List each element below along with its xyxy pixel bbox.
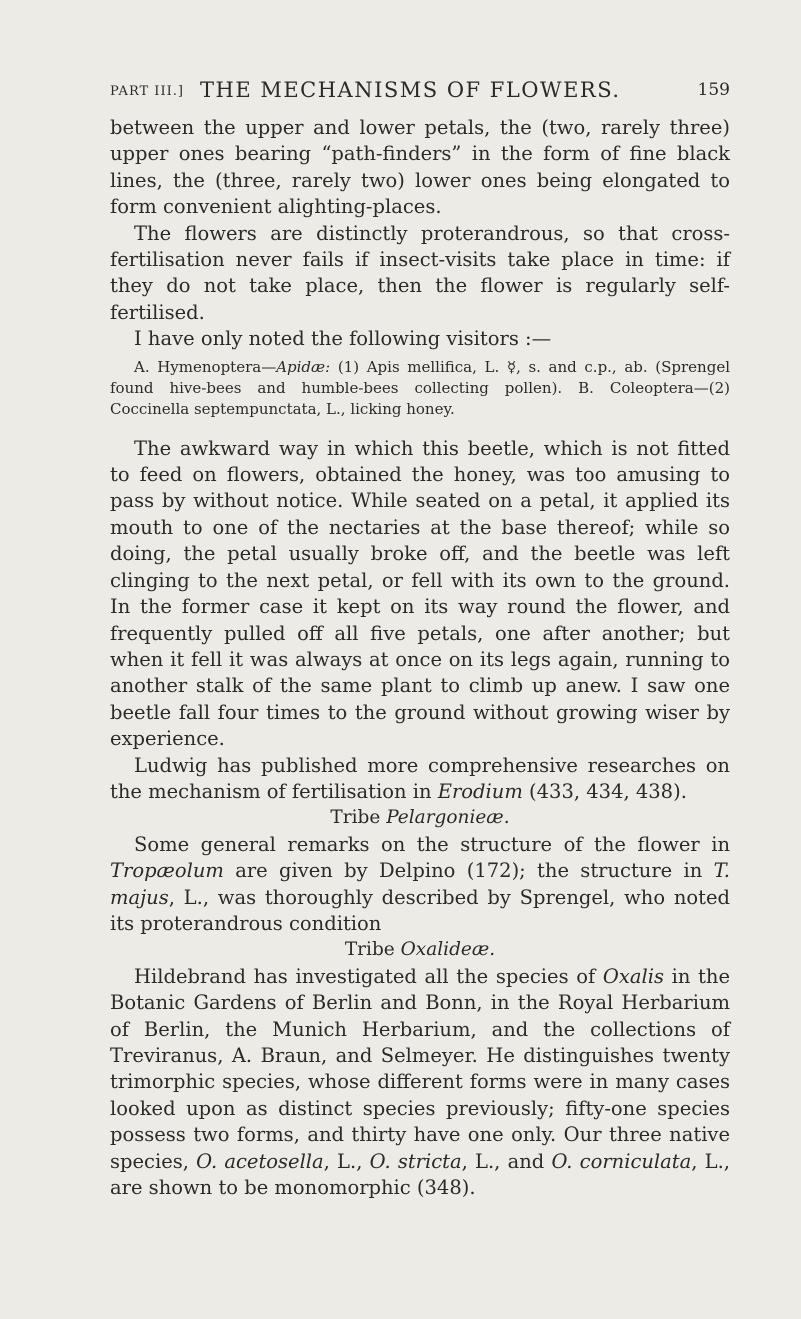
paragraph: between the upper and lower petals, the (two, rarely three) upper ones bearing “path-finders” in the form of fine black lines, the (three, rarely two) lower ones being elongated to form convenient alighting-places. <box>110 116 730 219</box>
paragraph: I have only noted the following visitors :— <box>134 327 552 351</box>
paragraph: Ludwig has published more comprehensive researches on the mechanism of fertilisation in Erodium (433, 434, 438). <box>110 753 730 803</box>
visitors-list: A. Hymenoptera—Apidæ: (1) Apis mellifica, L. ☿, s. and c.p., ab. (Sprengel found hive-bees and humble-bees collecting pollen). B. Coleoptera—(2) Coccinella septempunctata, L., licking honey. <box>110 357 730 418</box>
running-head <box>110 78 730 108</box>
section-heading-pelargonieae: Tribe Pelargonieæ. <box>330 807 510 829</box>
paragraph: The flowers are distinctly proterandrous, so that cross-fertilisation never fails if insect-visits take place in time: if they do not take place, then the flower is regularly self-fertilised. <box>110 221 730 324</box>
body-text <box>110 115 730 1201</box>
paragraph: Some general remarks on the structure of the flower in Tropæolum are given by Delpino (172); the structure in T. majus, L., was thoroughly described by Sprengel, who noted its proterandrous condition <box>110 832 730 935</box>
section-heading-oxalideae: Tribe Oxalideæ. <box>344 939 496 961</box>
part-label: PART III.] <box>110 84 184 99</box>
chapter-title: THE MECHANISMS OF FLOWERS. <box>200 78 621 102</box>
paragraph: The awkward way in which this beetle, which is not fitted to feed on flowers, obtained the honey, was too amusing to pass by without notice. While seated on a petal, it applied its mouth to one of the nectaries at the base thereof; while so doing, the petal usually broke off, and the beetle was left clinging to the next petal, or fell with its own to the ground. In the former case it kept on its way round the flower, and frequently pulled off all five petals, one after another; but when it fell it was always at once on its legs again, running to another stalk of the same plant to climb up anew. I saw one beetle fall four times to the ground without growing wiser by experience. <box>110 436 730 751</box>
paragraph: Hildebrand has investigated all the species of Oxalis in the Botanic Gardens of Berlin and Bonn, in the Royal Herbarium of Berlin, the Munich Herbarium, and the collections of Treviranus, A. Braun, and Selmeyer. He distinguishes twenty trimorphic species, whose different forms were in many cases looked upon as distinct species previously; fifty-one species possess two forms, and thirty have one only. Our three native species, O. acetosella, L., O. stricta, L., and O. corniculata, L., are shown to be monomorphic (348). <box>110 964 731 1200</box>
page-number: 159 <box>697 80 730 100</box>
